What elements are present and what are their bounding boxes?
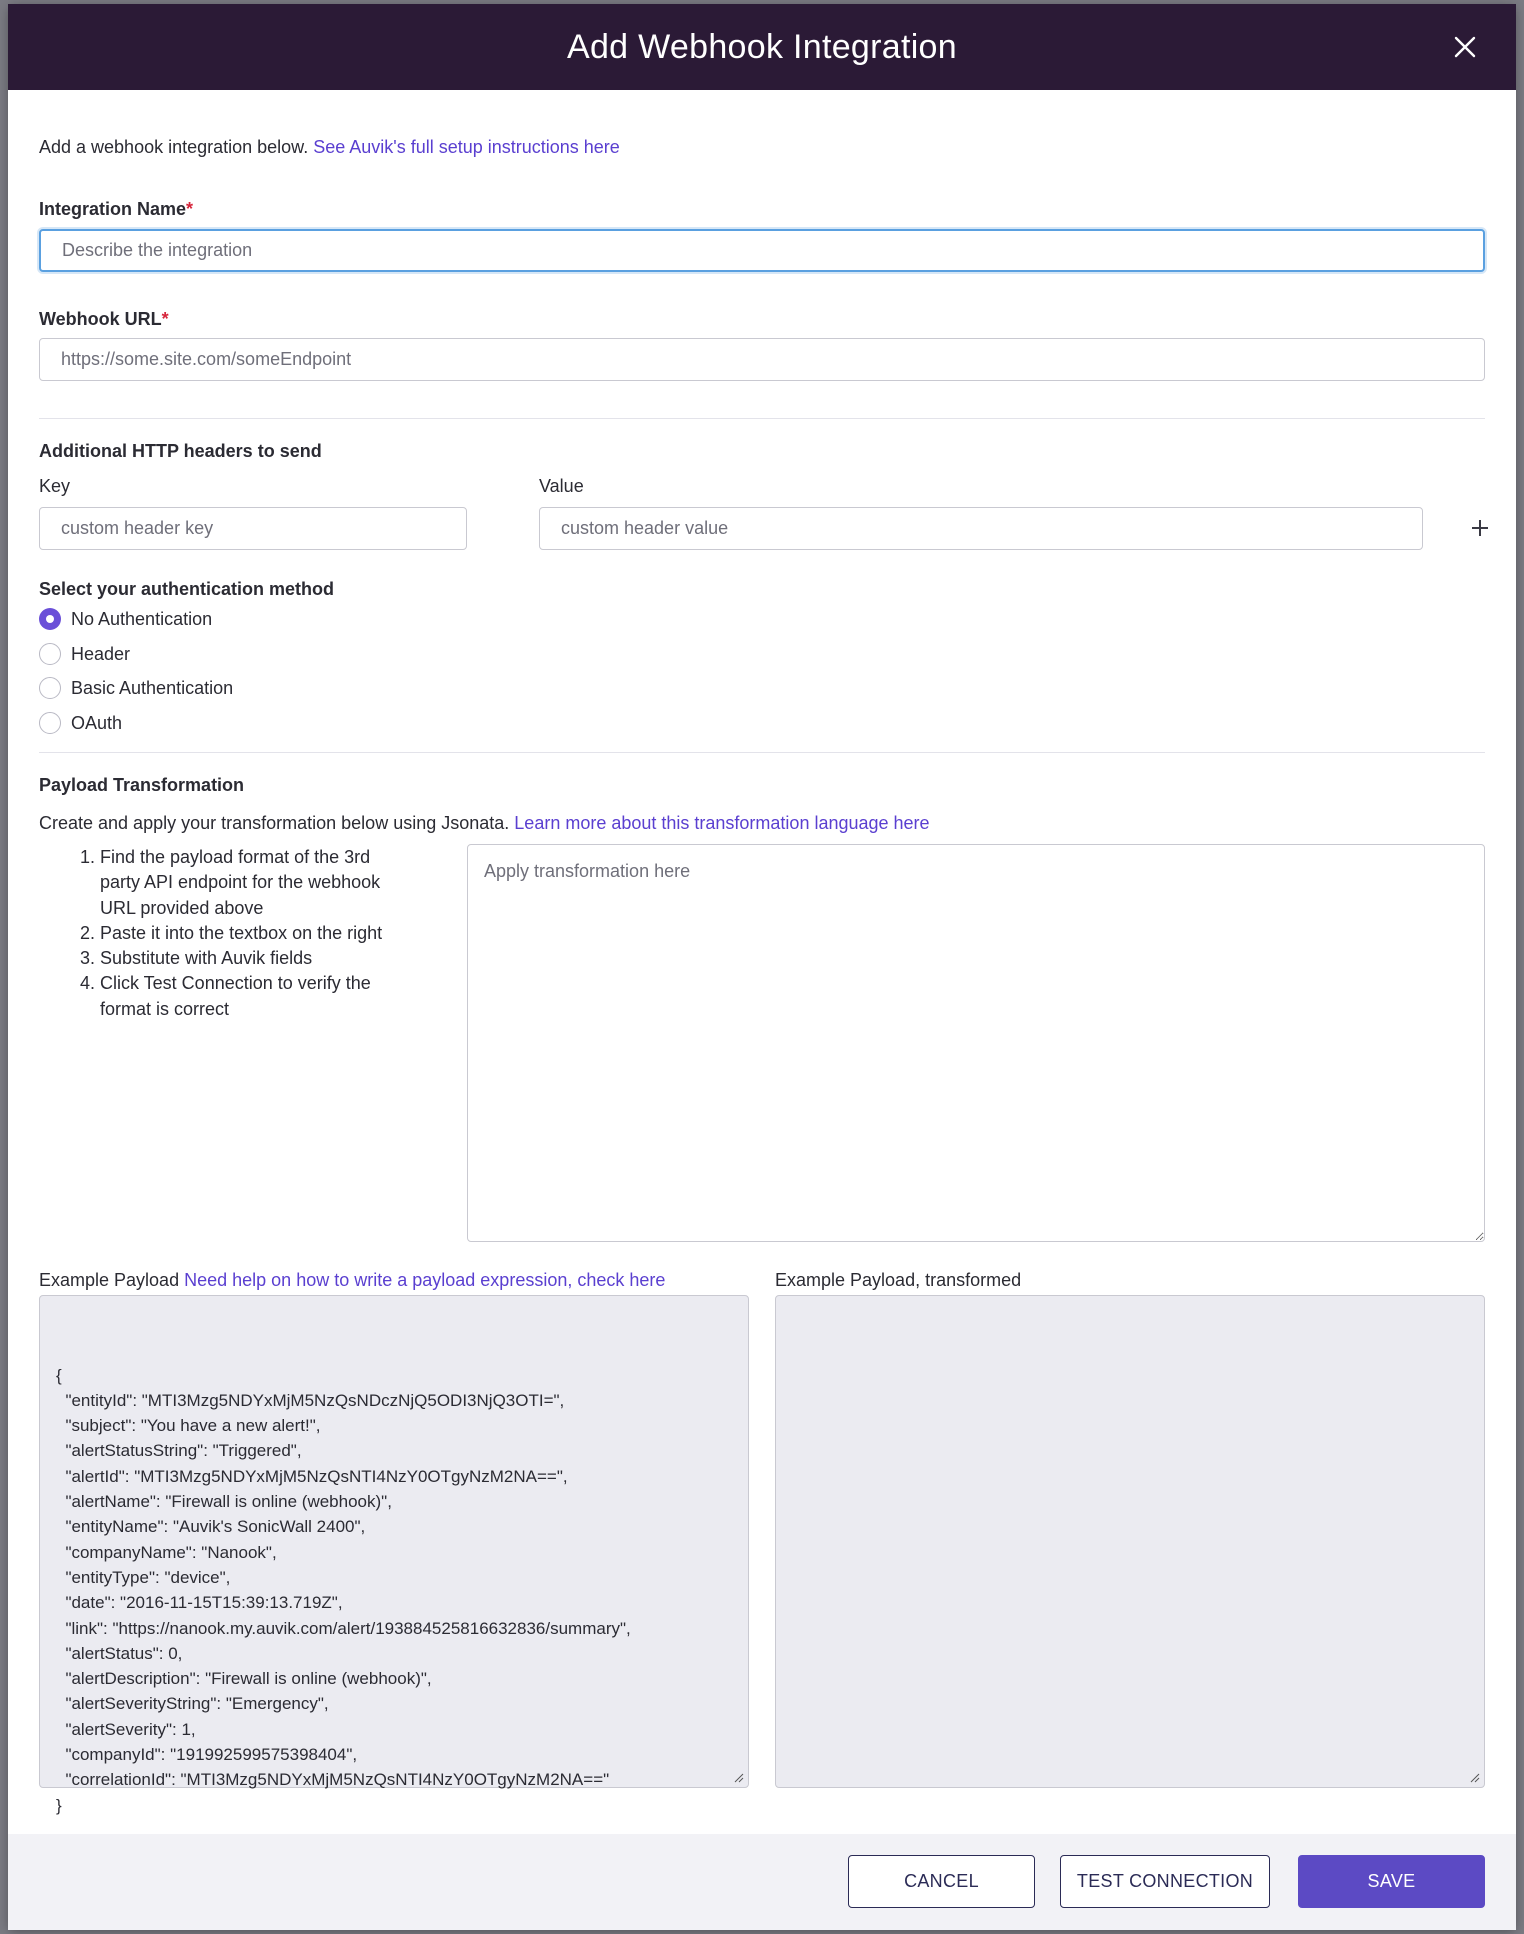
modal-footer: [8, 1834, 1516, 1930]
webhook-url-input[interactable]: [39, 338, 1485, 381]
radio-label: OAuth: [71, 712, 123, 733]
resize-grip-icon[interactable]: [732, 1771, 744, 1783]
save-button[interactable]: SAVE: [1298, 1855, 1485, 1908]
setup-instructions-link[interactable]: See Auvik's full setup instructions here: [313, 137, 620, 157]
transformed-payload-label: Example Payload, transformed: [775, 1270, 1022, 1290]
integration-name-label-text: Integration Name: [39, 199, 187, 219]
required-mark: *: [186, 199, 194, 219]
webhook-modal: [8, 4, 1516, 1930]
radio-no-authentication[interactable]: [39, 607, 212, 631]
header-value-label: Value: [539, 476, 584, 496]
jsonata-learn-more-link[interactable]: Learn more about this transformation language here: [514, 813, 930, 833]
radio-oauth[interactable]: [39, 711, 122, 735]
modal-header: [8, 4, 1516, 90]
example-payload-box[interactable]: [39, 1295, 749, 1815]
radio-button[interactable]: [39, 677, 61, 699]
radio-label: Header: [71, 643, 131, 664]
example-payload-label-text: Example Payload: [39, 1270, 180, 1290]
list-item: 4. Click Test Connection to verify the format is correct: [100, 971, 398, 1022]
plus-icon: [1470, 518, 1490, 538]
radio-button[interactable]: [39, 643, 61, 665]
section-divider: [39, 418, 1485, 419]
integration-name-input[interactable]: [39, 229, 1485, 272]
example-payload-label: [39, 1270, 665, 1291]
webhook-url-label-text: Webhook URL: [39, 309, 162, 329]
example-payload-code: { "entityId": "MTI3Mzg5NDYxMjM5NzQsNDczNjQ5ODI3NjQ3OTI=", "subject": "You have a new alert!", "alertStatusString": "Triggered", "alertId": "MTI3Mzg5NDYxMjM5NzQsNTI4NzY0OTgyNzM2NA==", "alertName": "Firewall is online (webhook)", "entityName": "Auvik's SonicWall 2400", "companyName": "Nanook", "entityType": "device", "date": "2016-11-15T15:39:13.719Z", "link": "https://nanook.my.auvik.com/alert/193884525816632836/summary", "alertStatus": 0, "alertDescription": "Firewall is online (webhook)", "alertSeverityString": "Emergency", "alertSeverity": 1, "companyId": "191992599575398404", "correlationId": "MTI3Mzg5NDYxMjM5NzQsNTI4NzY0OTgyNzM2NA==" }: [56, 1365, 631, 1815]
payload-description-text: Create and apply your transformation below using Jsonata.: [39, 813, 510, 833]
list-item: 3. Substitute with Auvik fields: [100, 946, 398, 971]
radio-header[interactable]: [39, 642, 130, 666]
list-item: 1. Find the payload format of the 3rd party API endpoint for the webhook URL provided above: [100, 845, 398, 921]
close-button[interactable]: [1450, 32, 1480, 62]
close-icon: [1450, 32, 1480, 62]
integration-name-label: [39, 199, 193, 220]
radio-button-checked[interactable]: [39, 608, 61, 630]
radio-label: No Authentication: [71, 608, 213, 629]
radio-label: Basic Authentication: [71, 677, 234, 698]
radio-basic-authentication[interactable]: [39, 676, 233, 700]
auth-title: Select your authentication method: [39, 579, 335, 599]
instructions-list: [68, 845, 398, 1022]
resize-grip-icon[interactable]: [1468, 1771, 1480, 1783]
header-value-input[interactable]: [539, 507, 1423, 550]
header-key-label: Key: [39, 476, 71, 496]
transformation-textarea[interactable]: [467, 844, 1485, 1242]
modal-title: Add Webhook Integration: [567, 28, 957, 66]
add-header-button[interactable]: [1470, 518, 1490, 538]
intro-description: Add a webhook integration below.: [39, 137, 309, 157]
list-item: 2. Paste it into the textbox on the right: [100, 921, 398, 946]
payload-expression-help-link[interactable]: Need help on how to write a payload expression, check here: [184, 1270, 666, 1290]
cancel-button[interactable]: CANCEL: [848, 1855, 1035, 1908]
headers-title: Additional HTTP headers to send: [39, 441, 322, 461]
test-connection-button[interactable]: TEST CONNECTION: [1060, 1855, 1270, 1908]
webhook-url-label: [39, 309, 169, 330]
payload-description: [39, 813, 930, 834]
radio-button[interactable]: [39, 712, 61, 734]
intro-text: [39, 137, 620, 158]
header-key-input[interactable]: [39, 507, 467, 550]
section-divider: [39, 752, 1485, 753]
payload-title: Payload Transformation: [39, 775, 245, 795]
transformed-payload-box[interactable]: [775, 1295, 1485, 1788]
required-mark: *: [161, 309, 169, 329]
